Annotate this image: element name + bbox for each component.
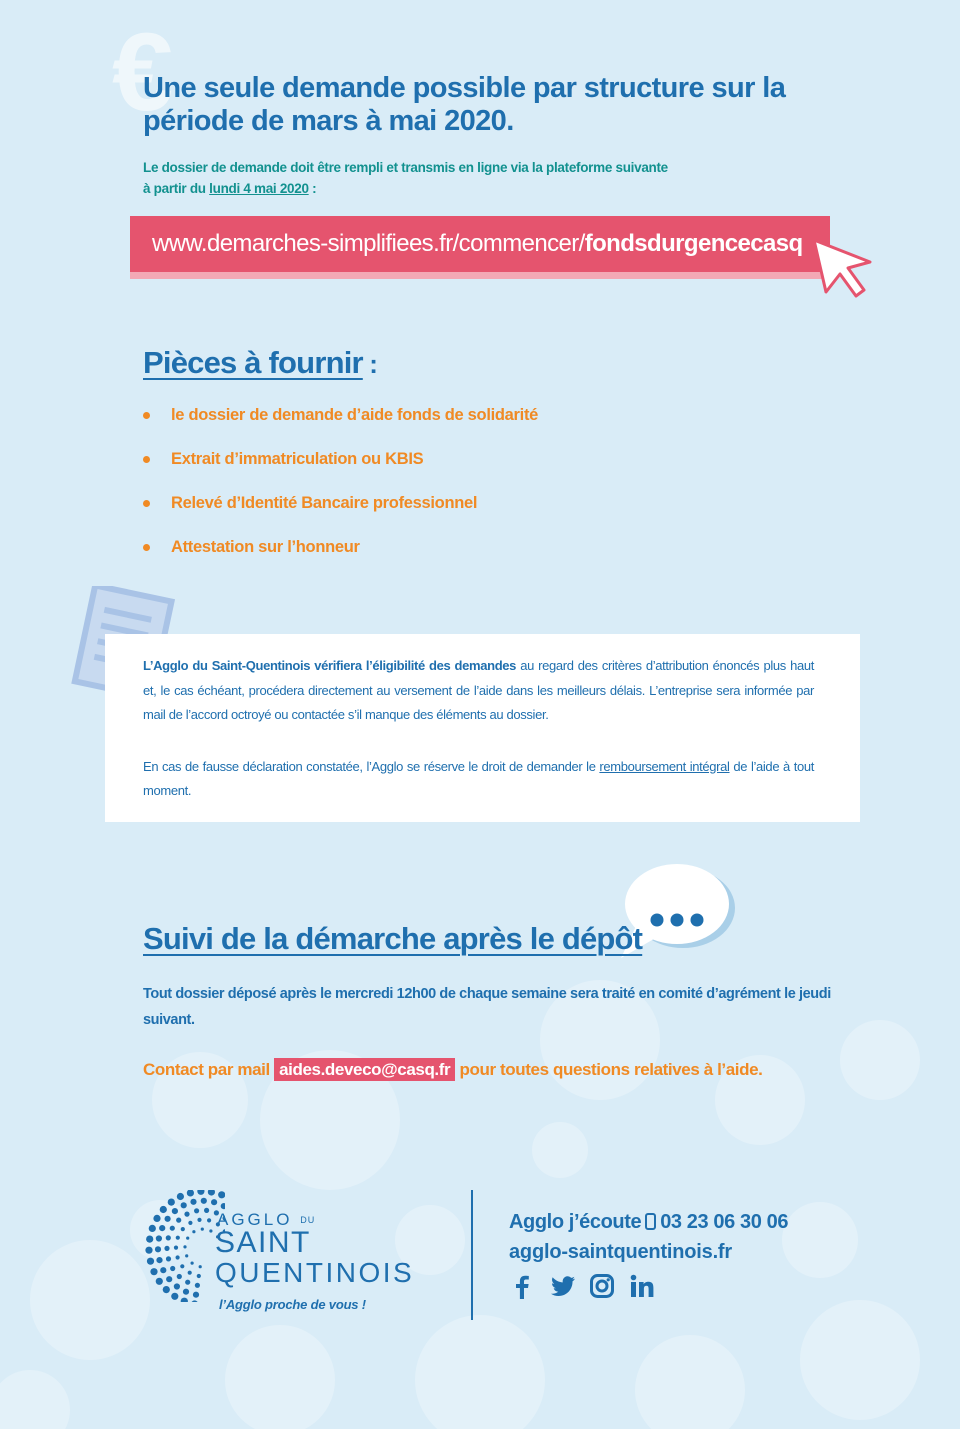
contact-line — [143, 1055, 762, 1085]
false-declaration-suffix: de l’aide à tout moment. — [143, 758, 814, 798]
phone-line — [509, 1207, 788, 1237]
intro-line2-prefix: à partir du — [143, 181, 210, 196]
intro-line2-suffix: : — [308, 181, 317, 196]
logo-saint: SAINT — [215, 1226, 311, 1259]
cursor-icon — [810, 236, 876, 302]
logo-tagline: l’Agglo proche de vous ! — [219, 1297, 366, 1312]
intro-text — [143, 157, 843, 199]
pieces-title-colon: : — [362, 349, 378, 379]
linkedin-icon[interactable] — [629, 1273, 655, 1299]
logo-agglo: AGGLO — [217, 1210, 293, 1229]
pieces-title — [143, 344, 377, 383]
suivi-title-text: Suivi de la démarche après le dépôt — [143, 921, 643, 956]
eligibility-paragraph — [143, 654, 814, 728]
phone-label: Agglo j’écoute — [509, 1211, 642, 1233]
suivi-text: Tout dossier déposé après le mercredi 12h00 de chaque semaine sera traité en comité d’agrément le jeudi suivant. — [143, 986, 831, 1028]
false-declaration-prefix: En cas de fausse déclaration constatée, l’Agglo se réserve le droit de demander le — [143, 758, 600, 774]
social-links — [509, 1273, 788, 1299]
contact-prefix: Contact par mail — [143, 1060, 275, 1079]
svg-text:€: € — [112, 18, 174, 118]
footer-divider — [471, 1190, 473, 1320]
false-declaration-paragraph — [143, 755, 814, 804]
logo-dots-icon — [145, 1190, 225, 1302]
url-base: www.demarches-simplifiees.fr/commencer/ — [152, 230, 585, 257]
reimbursement-term: remboursement intégral — [599, 758, 730, 774]
list-item: Attestation sur l’honneur — [143, 532, 538, 576]
contact-suffix: pour toutes questions relatives à l’aide. — [455, 1060, 763, 1079]
list-item: le dossier de demande d’aide fonds de solidarité — [143, 400, 538, 444]
start-date: lundi 4 mai 2020 — [209, 181, 309, 196]
website-link[interactable]: agglo-saintquentinois.fr — [509, 1241, 732, 1263]
eligibility-bold: L’Agglo du Saint-Quentinois vérifiera l’éligibilité des demandes — [143, 658, 517, 673]
phone-icon — [645, 1213, 656, 1230]
instagram-icon[interactable] — [589, 1273, 615, 1299]
phone-number[interactable]: 03 23 06 30 06 — [660, 1211, 789, 1233]
contact-email-link[interactable]: aides.deveco@casq.fr — [274, 1058, 455, 1081]
list-item: Relevé d’Identité Bancaire professionnel — [143, 488, 538, 532]
intro-line1: Le dossier de demande doit être rempli et transmis en ligne via la plateforme suivante — [143, 160, 668, 175]
headline: Une seule demande possible par structure sur la période de mars à mai 2020. — [143, 72, 786, 137]
url-slug: fondsdurgencecasq — [584, 230, 803, 257]
pieces-list — [143, 400, 538, 576]
facebook-icon[interactable] — [509, 1273, 535, 1299]
agglo-logo — [145, 1190, 465, 1325]
pieces-title-text: Pièces à fournir — [143, 345, 363, 380]
list-item: Extrait d’immatriculation ou KBIS — [143, 444, 538, 488]
eligibility-rest: au regard des critères d’attribution énoncés plus haut et, le cas échéant, procédera directement au versement de l’aide dans les meilleurs délais. L’entreprise sera informée par mail de l’accord octroyé ou contactée s’il manque des éléments au dossier. — [143, 658, 815, 722]
footer-contact — [509, 1207, 788, 1299]
info-box — [105, 634, 860, 822]
twitter-icon[interactable] — [549, 1273, 575, 1299]
logo-quentinois: QUENTINOIS — [215, 1257, 415, 1288]
suivi-title — [143, 920, 642, 958]
platform-url-link[interactable] — [130, 216, 830, 272]
logo-du: DU — [300, 1215, 316, 1225]
